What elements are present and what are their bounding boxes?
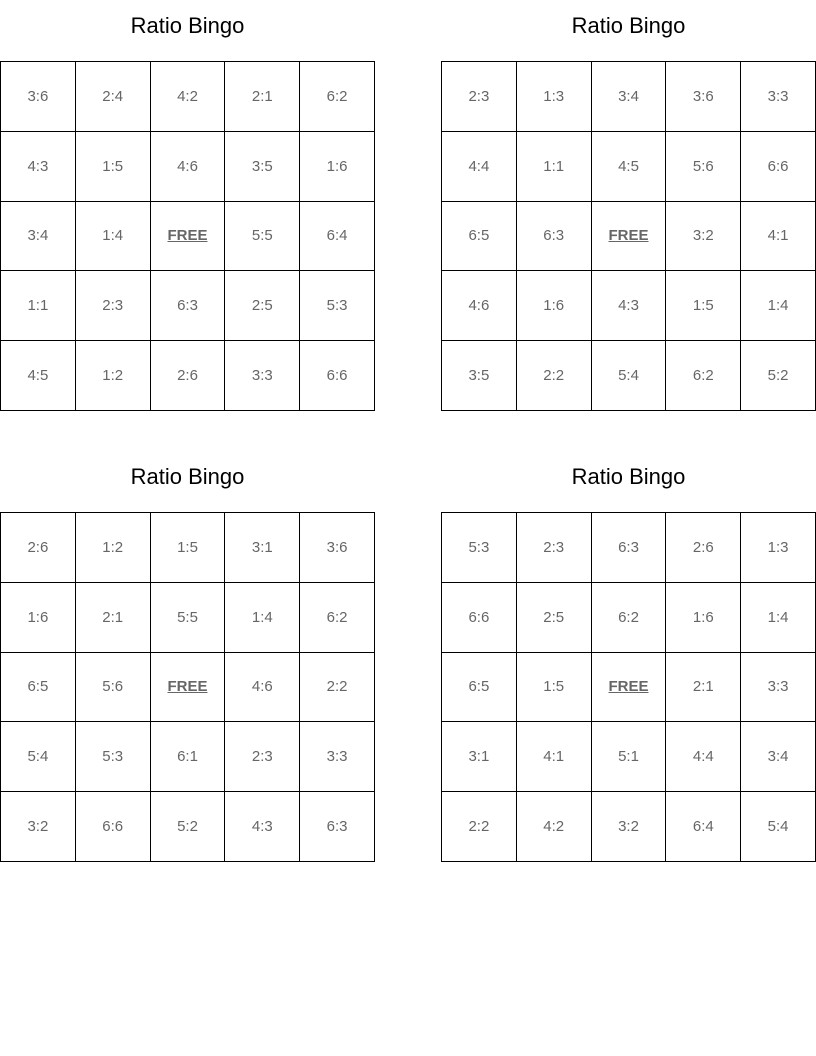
bingo-cell: 4:4	[666, 722, 741, 792]
bingo-cell: 1:5	[151, 513, 226, 583]
bingo-cell: 6:6	[442, 583, 517, 653]
bingo-cell: 4:5	[592, 132, 667, 202]
bingo-cell: 3:1	[442, 722, 517, 792]
bingo-cell: 4:6	[151, 132, 226, 202]
bingo-cell: 5:2	[741, 341, 816, 411]
bingo-cell: 6:4	[300, 202, 375, 272]
bingo-cell: 3:3	[741, 653, 816, 723]
bingo-cell: 3:2	[592, 792, 667, 862]
bingo-cell: 1:2	[76, 513, 151, 583]
bingo-grid	[441, 61, 816, 411]
card-title: Ratio Bingo	[130, 13, 245, 38]
bingo-cell: 2:1	[666, 653, 741, 723]
bingo-cell: 2:3	[442, 62, 517, 132]
bingo-cell: 3:3	[225, 341, 300, 411]
bingo-cell: 3:3	[741, 62, 816, 132]
bingo-cell: 1:4	[741, 583, 816, 653]
bingo-cell: 4:2	[517, 792, 592, 862]
bingo-cell: 6:2	[592, 583, 667, 653]
bingo-cell: 1:6	[517, 271, 592, 341]
bingo-cell: 4:1	[517, 722, 592, 792]
bingo-cell: 4:3	[592, 271, 667, 341]
bingo-cell: 6:1	[151, 722, 226, 792]
bingo-cell: 1:1	[1, 271, 76, 341]
bingo-cell: 5:6	[666, 132, 741, 202]
bingo-cell: 2:3	[517, 513, 592, 583]
bingo-cell: 6:3	[517, 202, 592, 272]
bingo-cell: 5:2	[151, 792, 226, 862]
free-space-cell: FREE	[151, 202, 226, 272]
bingo-cell: 1:3	[741, 513, 816, 583]
bingo-cell: 2:3	[76, 271, 151, 341]
bingo-cell: 1:6	[666, 583, 741, 653]
bingo-cell: 5:4	[592, 341, 667, 411]
bingo-cell: 2:1	[76, 583, 151, 653]
bingo-cell: 5:4	[741, 792, 816, 862]
bingo-cell: 5:5	[225, 202, 300, 272]
bingo-cell: 3:4	[592, 62, 667, 132]
bingo-cell: 6:3	[592, 513, 667, 583]
bingo-cell: 4:3	[225, 792, 300, 862]
bingo-grid	[0, 512, 375, 862]
bingo-cell: 4:6	[225, 653, 300, 723]
bingo-cell: 4:6	[442, 271, 517, 341]
bingo-cell: 1:4	[741, 271, 816, 341]
free-space-cell: FREE	[592, 653, 667, 723]
free-space-cell: FREE	[151, 653, 226, 723]
bingo-cell: 3:4	[741, 722, 816, 792]
bingo-cell: 2:2	[517, 341, 592, 411]
bingo-cell: 3:2	[1, 792, 76, 862]
bingo-cell: 6:2	[666, 341, 741, 411]
bingo-cell: 3:3	[300, 722, 375, 792]
bingo-cell: 5:1	[592, 722, 667, 792]
bingo-cell: 6:2	[300, 583, 375, 653]
bingo-cell: 6:6	[300, 341, 375, 411]
bingo-cell: 3:2	[666, 202, 741, 272]
bingo-cell: 5:4	[1, 722, 76, 792]
bingo-cell: 6:3	[151, 271, 226, 341]
bingo-cell: 5:6	[76, 653, 151, 723]
bingo-cell: 3:6	[666, 62, 741, 132]
bingo-cell: 3:1	[225, 513, 300, 583]
bingo-cell: 2:6	[151, 341, 226, 411]
bingo-cell: 4:1	[741, 202, 816, 272]
bingo-cell: 1:5	[76, 132, 151, 202]
free-space-cell: FREE	[592, 202, 667, 272]
bingo-cell: 6:4	[666, 792, 741, 862]
bingo-cell: 5:3	[442, 513, 517, 583]
bingo-cell: 1:4	[76, 202, 151, 272]
bingo-cell: 5:5	[151, 583, 226, 653]
bingo-cell: 4:2	[151, 62, 226, 132]
bingo-cell: 6:6	[741, 132, 816, 202]
bingo-cell: 6:5	[1, 653, 76, 723]
bingo-cell: 6:3	[300, 792, 375, 862]
bingo-cell: 2:2	[442, 792, 517, 862]
card-title: Ratio Bingo	[571, 13, 686, 38]
bingo-cell: 6:2	[300, 62, 375, 132]
bingo-cell: 1:5	[666, 271, 741, 341]
bingo-cell: 1:4	[225, 583, 300, 653]
bingo-cell: 1:6	[1, 583, 76, 653]
bingo-cell: 4:3	[1, 132, 76, 202]
bingo-cell: 2:4	[76, 62, 151, 132]
bingo-cell: 2:5	[517, 583, 592, 653]
bingo-cell: 1:1	[517, 132, 592, 202]
bingo-cell: 3:4	[1, 202, 76, 272]
bingo-cell: 6:6	[76, 792, 151, 862]
bingo-cell: 1:2	[76, 341, 151, 411]
bingo-cell: 5:3	[300, 271, 375, 341]
bingo-cell: 4:5	[1, 341, 76, 411]
bingo-cell: 2:6	[1, 513, 76, 583]
card-title: Ratio Bingo	[130, 464, 245, 489]
bingo-cell: 2:2	[300, 653, 375, 723]
bingo-cell: 1:5	[517, 653, 592, 723]
bingo-cell: 6:5	[442, 653, 517, 723]
bingo-cell: 2:5	[225, 271, 300, 341]
bingo-cell: 4:4	[442, 132, 517, 202]
bingo-cell: 2:6	[666, 513, 741, 583]
bingo-cell: 3:6	[1, 62, 76, 132]
bingo-cell: 6:5	[442, 202, 517, 272]
bingo-grid	[441, 512, 816, 862]
bingo-cell: 1:6	[300, 132, 375, 202]
bingo-cell: 2:1	[225, 62, 300, 132]
bingo-cell: 2:3	[225, 722, 300, 792]
card-title: Ratio Bingo	[571, 464, 686, 489]
bingo-grid	[0, 61, 375, 411]
bingo-cell: 1:3	[517, 62, 592, 132]
bingo-cell: 3:5	[225, 132, 300, 202]
bingo-cell: 3:6	[300, 513, 375, 583]
bingo-cell: 3:5	[442, 341, 517, 411]
bingo-cell: 5:3	[76, 722, 151, 792]
